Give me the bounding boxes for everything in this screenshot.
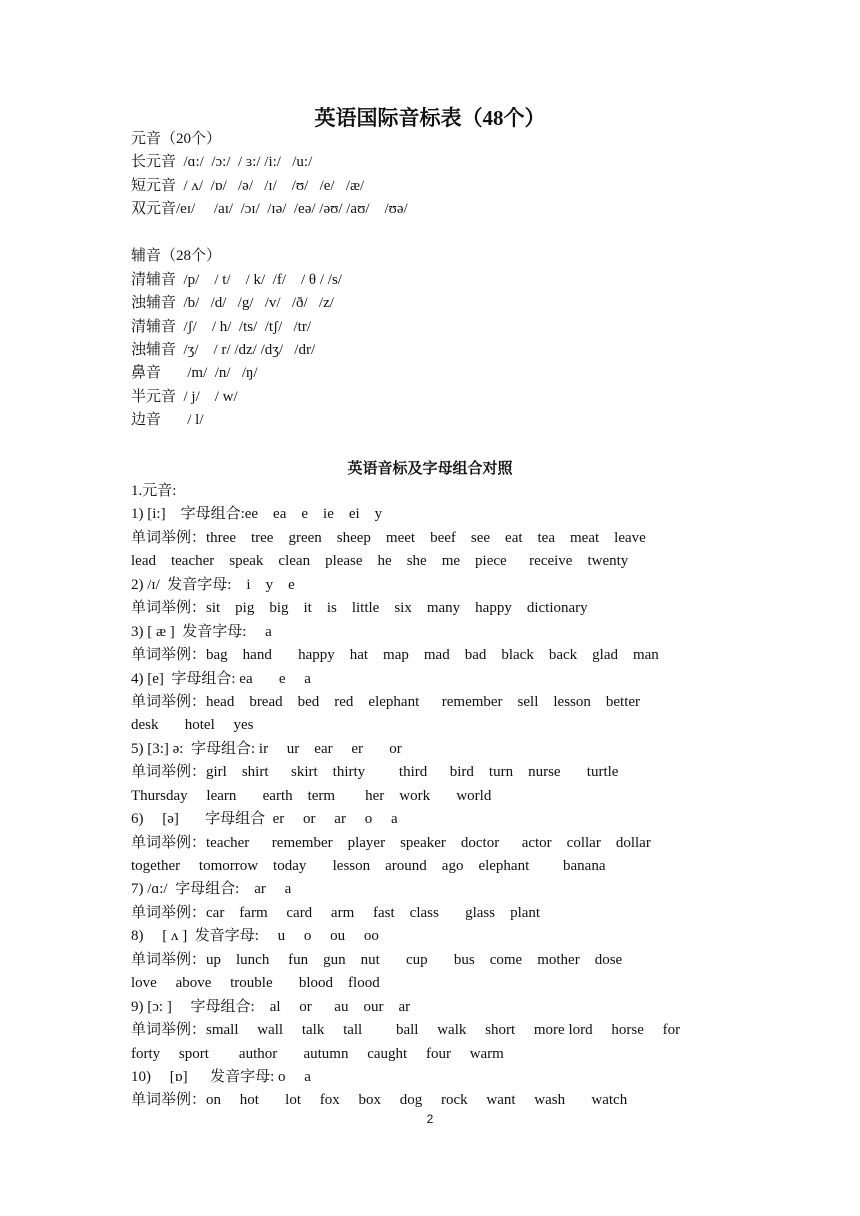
text-line <box>131 222 771 245</box>
phonetic-overview <box>131 128 771 433</box>
text-line: love above trouble blood flood <box>131 975 380 992</box>
text-line: 单词举例：on hot lot fox box dog rock want wash watch <box>131 1092 628 1109</box>
text-line: 1) [i:] 字母组合:ee ea e ie ei y <box>131 506 383 523</box>
text-line: 单词举例：small wall talk tall ball walk short more lord horse for <box>131 1022 681 1039</box>
text-line: 9) [ɔ: ] 字母组合: al or au our ar <box>131 998 411 1015</box>
text-line: 5) [3:] ə: 字母组合: ir ur ear er or <box>131 740 402 757</box>
page-title: 英语国际音标表（48个） <box>314 106 546 130</box>
text-line: 单词举例：head bread bed red elephant remember sell lesson better <box>131 693 641 710</box>
text-line: 1.元音: <box>131 483 177 499</box>
text-line: 2) /ɪ/ 发音字母: i y e <box>131 576 295 593</box>
text-line: 单词举例：bag hand happy hat map mad bad black back glad man <box>131 647 659 664</box>
text-line: 单词举例：girl shirt skirt thirty third bird turn nurse turtle <box>131 764 619 781</box>
text-line: 辅音（28个） <box>131 248 222 265</box>
text-line: 单词举例：three tree green sheep meet beef see eat tea meat leave <box>131 529 646 546</box>
text-line: 3) [ æ ] 发音字母: a <box>131 623 272 640</box>
text-line: 10) [ɒ] 发音字母: o a <box>131 1068 311 1085</box>
text-line: together tomorrow today lesson around ago elephant banana <box>131 858 606 874</box>
text-line: 边音 / l/ <box>131 412 204 429</box>
text-line: 8) [ ʌ ] 发音字母: u o ou oo <box>131 928 379 945</box>
text-line: 元音（20个） <box>131 131 222 147</box>
text-line: 6) [ə] 字母组合 er or ar o a <box>131 811 398 828</box>
text-line: 短元音 / ʌ/ /ɒ/ /ə/ /ɪ/ /ʊ/ /e/ /æ/ <box>131 177 365 194</box>
section-subtitle: 英语音标及字母组合对照 <box>347 461 513 477</box>
text-line: 单词举例：up lunch fun gun nut cup bus come mother dose <box>131 951 623 968</box>
text-line: 单词举例：teacher remember player speaker doctor actor collar dollar <box>131 834 651 851</box>
text-line: Thursday learn earth term her work world <box>131 787 492 804</box>
text-line: 双元音/eɪ/ /aɪ/ /ɔɪ/ /ɪə/ /eə/ /əʊ/ /aʊ/ /ʊə/ <box>131 201 408 218</box>
text-line: lead teacher speak clean please he she me piece receive twenty <box>131 553 629 570</box>
text-line: 清辅音 /ʃ/ / h/ /ts/ /tʃ/ /tr/ <box>131 318 312 335</box>
text-line: 鼻音 /m/ /n/ /ŋ/ <box>131 365 258 382</box>
phonetic-letter-combinations <box>131 480 771 1113</box>
text-line: 清辅音 /p/ / t/ / k/ /f/ / θ / /s/ <box>131 271 342 288</box>
text-line: 7) /ɑ:/ 字母组合: ar a <box>131 881 292 898</box>
text-line: forty sport author autumn caught four warm <box>131 1045 504 1062</box>
text-line: 单词举例：car farm card arm fast class glass plant <box>131 904 541 921</box>
text-line: 浊辅音 /ʒ/ / r/ /dz/ /dʒ/ /dr/ <box>131 341 316 358</box>
text-line: 半元音 / j/ / w/ <box>131 388 238 405</box>
page-number: 2 <box>426 1112 434 1126</box>
text-line: 4) [e] 字母组合: ea e a <box>131 670 311 687</box>
text-line: 浊辅音 /b/ /d/ /g/ /v/ /ð/ /z/ <box>131 295 334 312</box>
text-line: 长元音 /ɑ:/ /ɔ:/ / ɜ:/ /i:/ /u:/ <box>131 154 313 171</box>
text-line: 单词举例：sit pig big it is little six many happy dictionary <box>131 600 588 617</box>
text-line: desk hotel yes <box>131 717 254 734</box>
